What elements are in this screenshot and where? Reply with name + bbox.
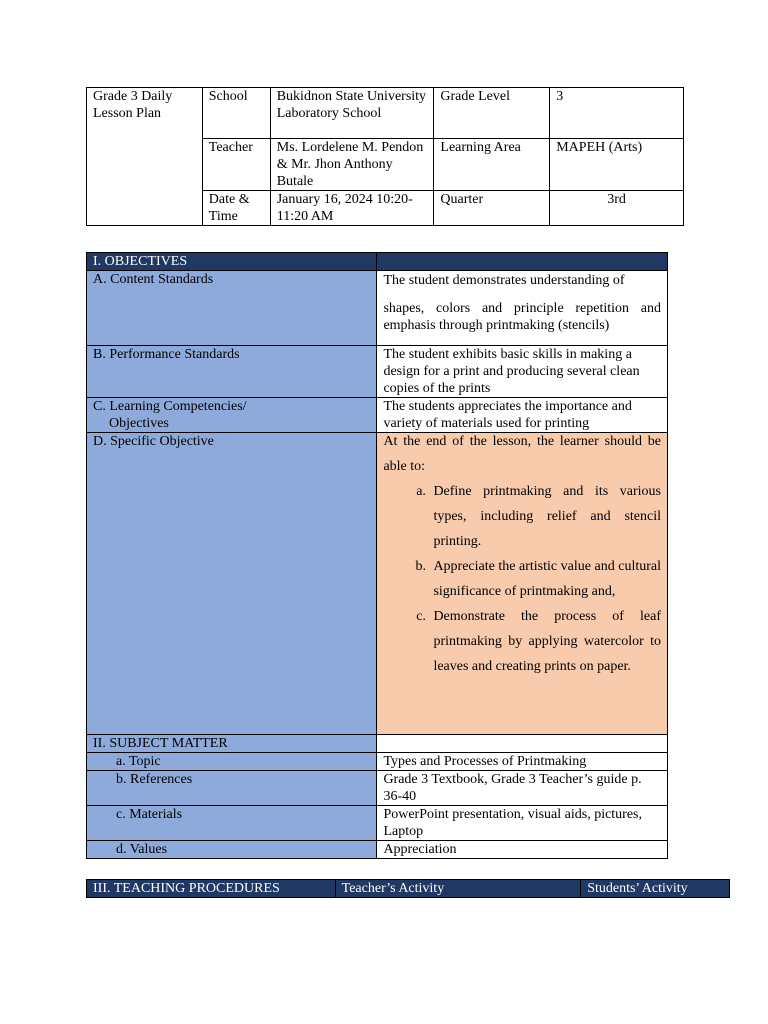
- lesson-plan-header-table: [86, 87, 684, 226]
- students-activity-heading: Students’ Activity: [581, 880, 730, 898]
- specific-objective-intro: At the end of the lesson, the learner should be able to:: [383, 434, 661, 474]
- grade-level-value: 3: [550, 88, 684, 139]
- values-label: d. Values: [87, 841, 377, 859]
- content-standards-label: A. Content Standards: [87, 271, 377, 346]
- competencies-label-line1: C. Learning Competencies/: [93, 399, 247, 414]
- objectives-heading: I. OBJECTIVES: [87, 253, 377, 271]
- competencies-label-line2: Objectives: [109, 416, 169, 431]
- specific-objective-item: a. Define printmaking and its various types, including relief and stencil printing.: [429, 479, 661, 554]
- school-value: Bukidnon State University Laboratory School: [270, 88, 434, 139]
- performance-standards-label: B. Performance Standards: [87, 346, 377, 398]
- grade-level-label: Grade Level: [434, 88, 550, 139]
- procedures-table: [86, 879, 730, 898]
- content-standards-value: [377, 271, 668, 346]
- content-standards-line2: shapes, colors and principle repetition and emphasis through printmaking (stencils): [383, 301, 661, 333]
- plan-title: Grade 3 Daily Lesson Plan: [87, 88, 203, 226]
- teacher-activity-heading: Teacher’s Activity: [335, 880, 581, 898]
- competencies-value: The students appreciates the importance and variety of materials used for printing: [377, 398, 668, 433]
- objectives-table: [86, 252, 668, 859]
- quarter-value: 3rd: [550, 191, 684, 226]
- content-standards-line1: The student demonstrates understanding of: [383, 273, 625, 288]
- date-value: January 16, 2024 10:20-11:20 AM: [270, 191, 434, 226]
- topic-label: a. Topic: [87, 753, 377, 771]
- values-value: Appreciation: [377, 841, 668, 859]
- school-label: School: [202, 88, 270, 139]
- references-label: b. References: [87, 771, 377, 806]
- competencies-label: [87, 398, 377, 433]
- performance-standards-value: The student exhibits basic skills in making a design for a print and producing several clean copies of the prints: [377, 346, 668, 398]
- topic-value: Types and Processes of Printmaking: [377, 753, 668, 771]
- learning-area-value: MAPEH (Arts): [550, 139, 684, 191]
- specific-objective-label: D. Specific Objective: [87, 433, 377, 735]
- materials-value: PowerPoint presentation, visual aids, pictures, Laptop: [377, 806, 668, 841]
- specific-objective-item: b. Appreciate the artistic value and cultural significance of printmaking and,: [429, 554, 661, 604]
- subject-matter-heading: II. SUBJECT MATTER: [87, 735, 377, 753]
- objectives-heading-blank: [377, 253, 668, 271]
- specific-objective-value: [377, 433, 668, 735]
- references-value: Grade 3 Textbook, Grade 3 Teacher’s guide p. 36-40: [377, 771, 668, 806]
- procedures-heading: III. TEACHING PROCEDURES: [87, 880, 336, 898]
- materials-label: c. Materials: [87, 806, 377, 841]
- teacher-value: Ms. Lordelene M. Pendon & Mr. Jhon Anthony Butale: [270, 139, 434, 191]
- learning-area-label: Learning Area: [434, 139, 550, 191]
- specific-objective-list: [383, 479, 661, 679]
- date-label: Date & Time: [202, 191, 270, 226]
- subject-matter-heading-blank: [377, 735, 668, 753]
- teacher-label: Teacher: [202, 139, 270, 191]
- quarter-label: Quarter: [434, 191, 550, 226]
- specific-objective-item: c. Demonstrate the process of leaf printmaking by applying watercolor to leaves and creating prints on paper.: [429, 604, 661, 679]
